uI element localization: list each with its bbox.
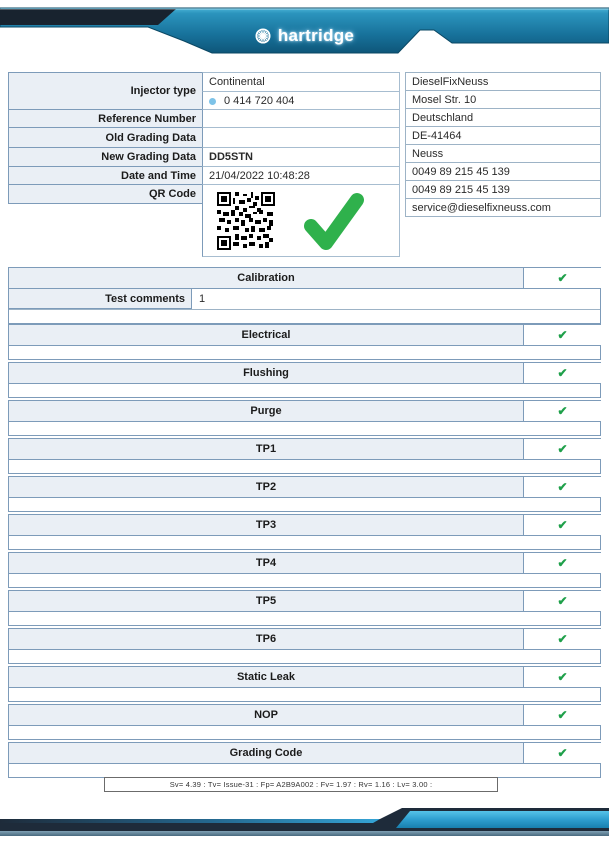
workshop-fax: 0049 89 215 45 139 <box>405 180 601 199</box>
injector-type-brand-value: Continental <box>202 72 400 92</box>
result-pass-check-icon <box>299 190 367 252</box>
workshop-name: DieselFixNeuss <box>405 72 601 91</box>
pass-check-icon: ✔ <box>524 363 601 383</box>
version-info: Sv= 4.39 : Tv= Issue-31 : Fp= A2B9A002 : Fv= 1.97 : Rv= 1.16 : Lv= 3.00 : <box>104 777 498 792</box>
section-content <box>9 688 600 701</box>
pass-check-icon: ✔ <box>524 743 601 763</box>
pass-check-icon: ✔ <box>524 477 601 497</box>
section-tp6 <box>8 628 601 664</box>
reference-number-value <box>202 109 400 128</box>
workshop-city: Neuss <box>405 144 601 163</box>
hartridge-wheel-icon <box>255 28 271 49</box>
pass-check-icon: ✔ <box>524 401 601 421</box>
section-title: Flushing <box>243 367 289 379</box>
section-tp2 <box>8 476 601 512</box>
old-grading-data-value <box>202 127 400 148</box>
old-grading-data-label: Old Grading Data <box>8 127 203 148</box>
section-purge <box>8 400 601 436</box>
hartridge-logo <box>0 26 609 49</box>
test-comments-label: Test comments <box>9 289 192 309</box>
pass-check-icon: ✔ <box>524 553 601 573</box>
qr-code-label: QR Code <box>8 184 203 204</box>
section-title: Electrical <box>241 329 291 341</box>
workshop-street: Mosel Str. 10 <box>405 90 601 109</box>
footer-banner-shape <box>0 805 609 849</box>
pass-check-icon: ✔ <box>524 591 601 611</box>
pass-check-icon: ✔ <box>524 268 601 288</box>
section-title: Calibration <box>237 272 295 284</box>
section-content <box>9 422 600 435</box>
test-comments-value: 1 <box>199 293 206 305</box>
section-tp4 <box>8 552 601 588</box>
injector-type-label: Injector type <box>8 72 203 110</box>
hartridge-logo-text: hartridge <box>277 26 355 45</box>
section-title: TP1 <box>255 443 277 455</box>
workshop-country: Deutschland <box>405 108 601 127</box>
workshop-email: service@dieselfixneuss.com <box>405 198 601 217</box>
section-content <box>9 764 600 777</box>
part-bullet-icon <box>209 98 216 105</box>
pass-check-icon: ✔ <box>524 325 601 345</box>
workshop-phone: 0049 89 215 45 139 <box>405 162 601 181</box>
section-content <box>9 650 600 663</box>
new-grading-data-label: New Grading Data <box>8 147 203 167</box>
section-content <box>9 726 600 739</box>
pass-check-icon: ✔ <box>524 705 601 725</box>
section-content <box>9 346 600 359</box>
section-nop <box>8 704 601 740</box>
section-title: TP5 <box>255 595 277 607</box>
section-tp1 <box>8 438 601 474</box>
pass-check-icon: ✔ <box>524 667 601 687</box>
section-electrical <box>8 324 601 360</box>
date-time-label: Date and Time <box>8 166 203 185</box>
section-title: NOP <box>254 709 278 721</box>
injector-part-number-value: 0 414 720 404 <box>202 91 400 111</box>
section-title: Grading Code <box>229 747 303 759</box>
section-title: TP3 <box>255 519 277 531</box>
pass-check-icon: ✔ <box>524 629 601 649</box>
header-banner <box>0 0 609 58</box>
footer-banner <box>0 805 609 849</box>
new-grading-data-value: DD5STN <box>202 147 400 167</box>
section-calibration <box>8 267 601 324</box>
pass-check-icon: ✔ <box>524 439 601 459</box>
section-flushing <box>8 362 601 398</box>
section-content <box>9 574 600 587</box>
section-title: Purge <box>250 405 282 417</box>
pass-check-icon: ✔ <box>524 515 601 535</box>
reference-number-label: Reference Number <box>8 109 203 128</box>
section-content <box>9 310 600 323</box>
section-title: TP6 <box>255 633 277 645</box>
section-title: Static Leak <box>236 671 296 683</box>
section-content <box>9 460 600 473</box>
section-content <box>9 612 600 625</box>
section-title: TP2 <box>255 481 277 493</box>
section-content <box>9 536 600 549</box>
test-comments-row <box>9 289 600 310</box>
qr-code-cell <box>202 184 400 257</box>
workshop-postcode: DE-41464 <box>405 126 601 145</box>
section-content <box>9 384 600 397</box>
section-title: TP4 <box>255 557 277 569</box>
section-static-leak <box>8 666 601 702</box>
section-tp5 <box>8 590 601 626</box>
section-content <box>9 498 600 511</box>
section-grading-code <box>8 742 601 778</box>
date-time-value: 21/04/2022 10:48:28 <box>202 166 400 185</box>
qr-code-image <box>217 192 275 250</box>
section-tp3 <box>8 514 601 550</box>
